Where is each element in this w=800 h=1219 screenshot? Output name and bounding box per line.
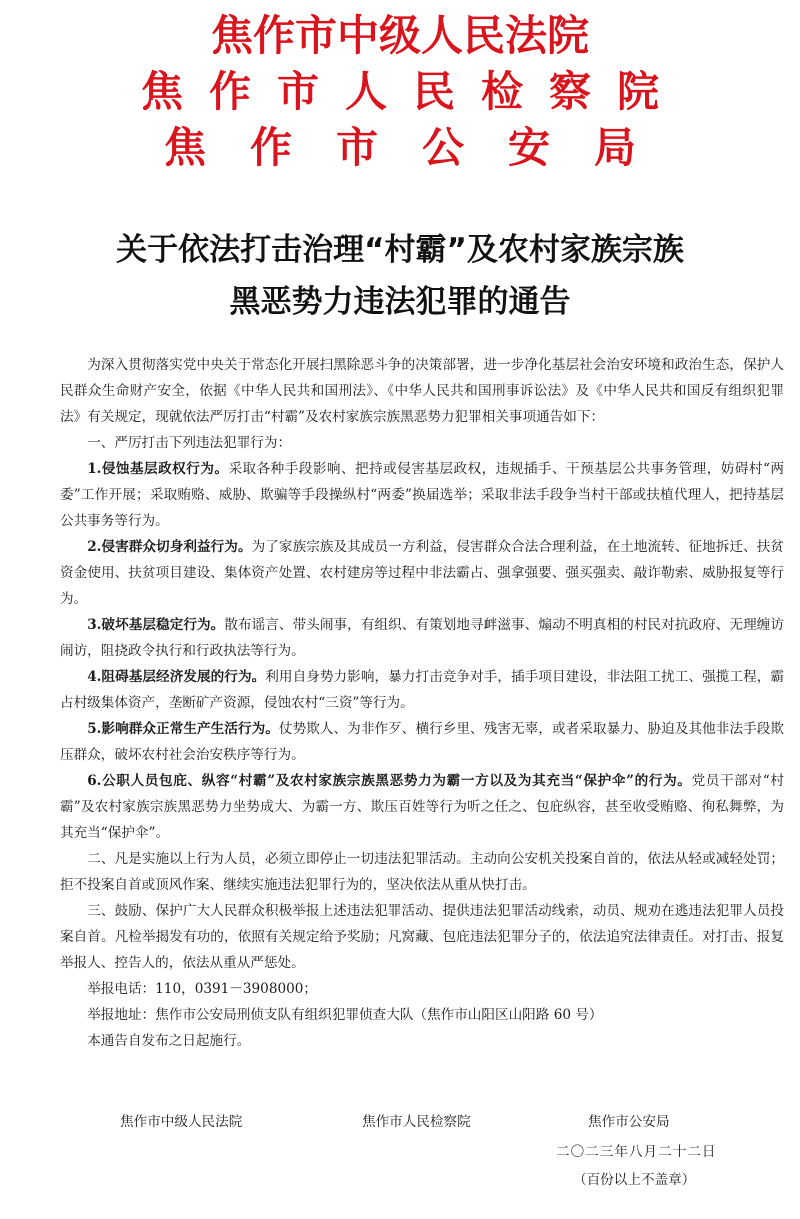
issuer-header	[0, 8, 800, 176]
item-6	[60, 768, 784, 846]
notice-title-line-2: 黑恶势力违法犯罪的通告	[229, 284, 571, 320]
report-phone: 举报电话：110，0391－3908000；	[87, 981, 318, 997]
notice-body	[60, 352, 784, 1054]
item-3-text: 散布谣言、带头闹事，有组织、有策划地寻衅滋事、煽动不明真相的村民对抗政府、无理缠访闹访，阻挠政令执行和行政执法等行为。	[60, 617, 784, 659]
item-2	[60, 534, 784, 612]
item-5-head: 5.影响群众正常生产生活行为。	[87, 721, 279, 737]
notice-title-line-1: 关于依法打击治理“村霸”及农村家族宗族	[116, 232, 684, 268]
issuer-police: 焦作市公安局	[163, 123, 680, 172]
signature-procuratorate: 焦作市人民检察院	[362, 1114, 471, 1130]
item-4	[60, 664, 784, 716]
item-4-head: 4.阻碍基层经济发展的行为。	[87, 669, 266, 685]
signature-block	[0, 1110, 800, 1210]
section-1-heading: 一、严厉打击下列违法犯罪行为：	[87, 435, 292, 451]
section-3-paragraph: 三、鼓励、保护广大人民群众积极举报上述违法犯罪活动、提供违法犯罪活动线索，动员、规劝在逃违法犯罪人员投案自首。凡检举揭发有功的，依照有关规定给予奖励；凡窝藏、包庇违法犯罪分子的，依法追究法律责任。对打击、报复举报人、控告人的，依法从重从严惩处。	[60, 903, 784, 971]
section-2-paragraph: 二、凡是实施以上行为人员，必须立即停止一切违法犯罪活动。主动向公安机关投案自首的，依法从轻或减轻处罚；拒不投案自首或顶风作案、继续实施违法犯罪行为的，坚决依法从重从快打击。	[60, 851, 784, 893]
item-4-text: 利用自身势力影响，暴力打击竞争对手，插手项目建设，非法阻工扰工、强揽工程，霸占村级集体资产，垄断矿产资源，侵蚀农村“三资”等行为。	[60, 669, 784, 711]
signature-police: 焦作市公安局	[588, 1114, 670, 1130]
report-address: 举报地址：焦作市公安局刑侦支队有组织犯罪侦查大队（焦作市山阳区山阳路 60 号）	[87, 1007, 603, 1023]
signature-court: 焦作市中级人民法院	[120, 1114, 243, 1130]
item-1	[60, 456, 784, 534]
intro-paragraph: 为深入贯彻落实党中央关于常态化开展扫黑除恶斗争的决策部署，进一步净化基层社会治安环境和政治生态，保护人民群众生命财产安全，依据《中华人民共和国刑法》、《中华人民共和国刑事诉讼法》及《中华人民共和国反有组织犯罪法》有关规定，现就依法严厉打击“村霸”及农村家族宗族黑恶势力犯罪相关事项通告如下：	[60, 357, 784, 425]
issuer-court: 焦作市中级人民法院	[210, 11, 589, 60]
item-2-head: 2.侵害群众切身利益行为。	[87, 539, 252, 555]
issue-date: 二〇二三年八月二十二日	[556, 1144, 717, 1160]
item-5	[60, 716, 784, 768]
item-6-head: 6.公职人员包庇、纵容“村霸”及农村家族宗族黑恶势力为霸一方以及为其充当“保护伞”的行为。	[87, 773, 692, 789]
item-6-text: 党员干部对“村霸”及农村家族宗族黑恶势力坐势成大、为霸一方、欺压百姓等行为听之任之、包庇纵容，甚至收受贿赂、徇私舞弊，为其充当“保护伞”。	[60, 773, 784, 841]
item-1-text: 采取各种手段影响、把持或侵害基层政权，违规插手、干预基层公共事务管理，妨碍村“两委”工作开展；采取贿赂、威胁、欺骗等手段操纵村“两委”换届选举；采取非法手段争当村干部或扶植代理人，把持基层公共事务等行为。	[60, 461, 784, 529]
item-3	[60, 612, 784, 664]
item-5-text: 仗势欺人、为非作歹、横行乡里、残害无辜，或者采取暴力、胁迫及其他非法手段欺压群众，破坏农村社会治安秩序等行为。	[60, 721, 784, 763]
item-3-head: 3.破坏基层稳定行为。	[87, 617, 225, 633]
issuer-procuratorate: 焦作市人民检察院	[140, 67, 685, 116]
item-2-text: 为了家族宗族及其成员一方利益，侵害群众合法合理利益，在土地流转、征地拆迁、扶贫资金使用、扶贫项目建设、集体资产处置、农村建房等过程中非法霸占、强拿强要、强买强卖、敲诈勒索、威胁报复等行为。	[60, 539, 784, 607]
effective-statement: 本通告自发布之日起施行。	[87, 1033, 251, 1049]
item-1-head: 1.侵蚀基层政权行为。	[87, 461, 229, 477]
stamp-note: （百份以上不盖章）	[573, 1172, 696, 1188]
